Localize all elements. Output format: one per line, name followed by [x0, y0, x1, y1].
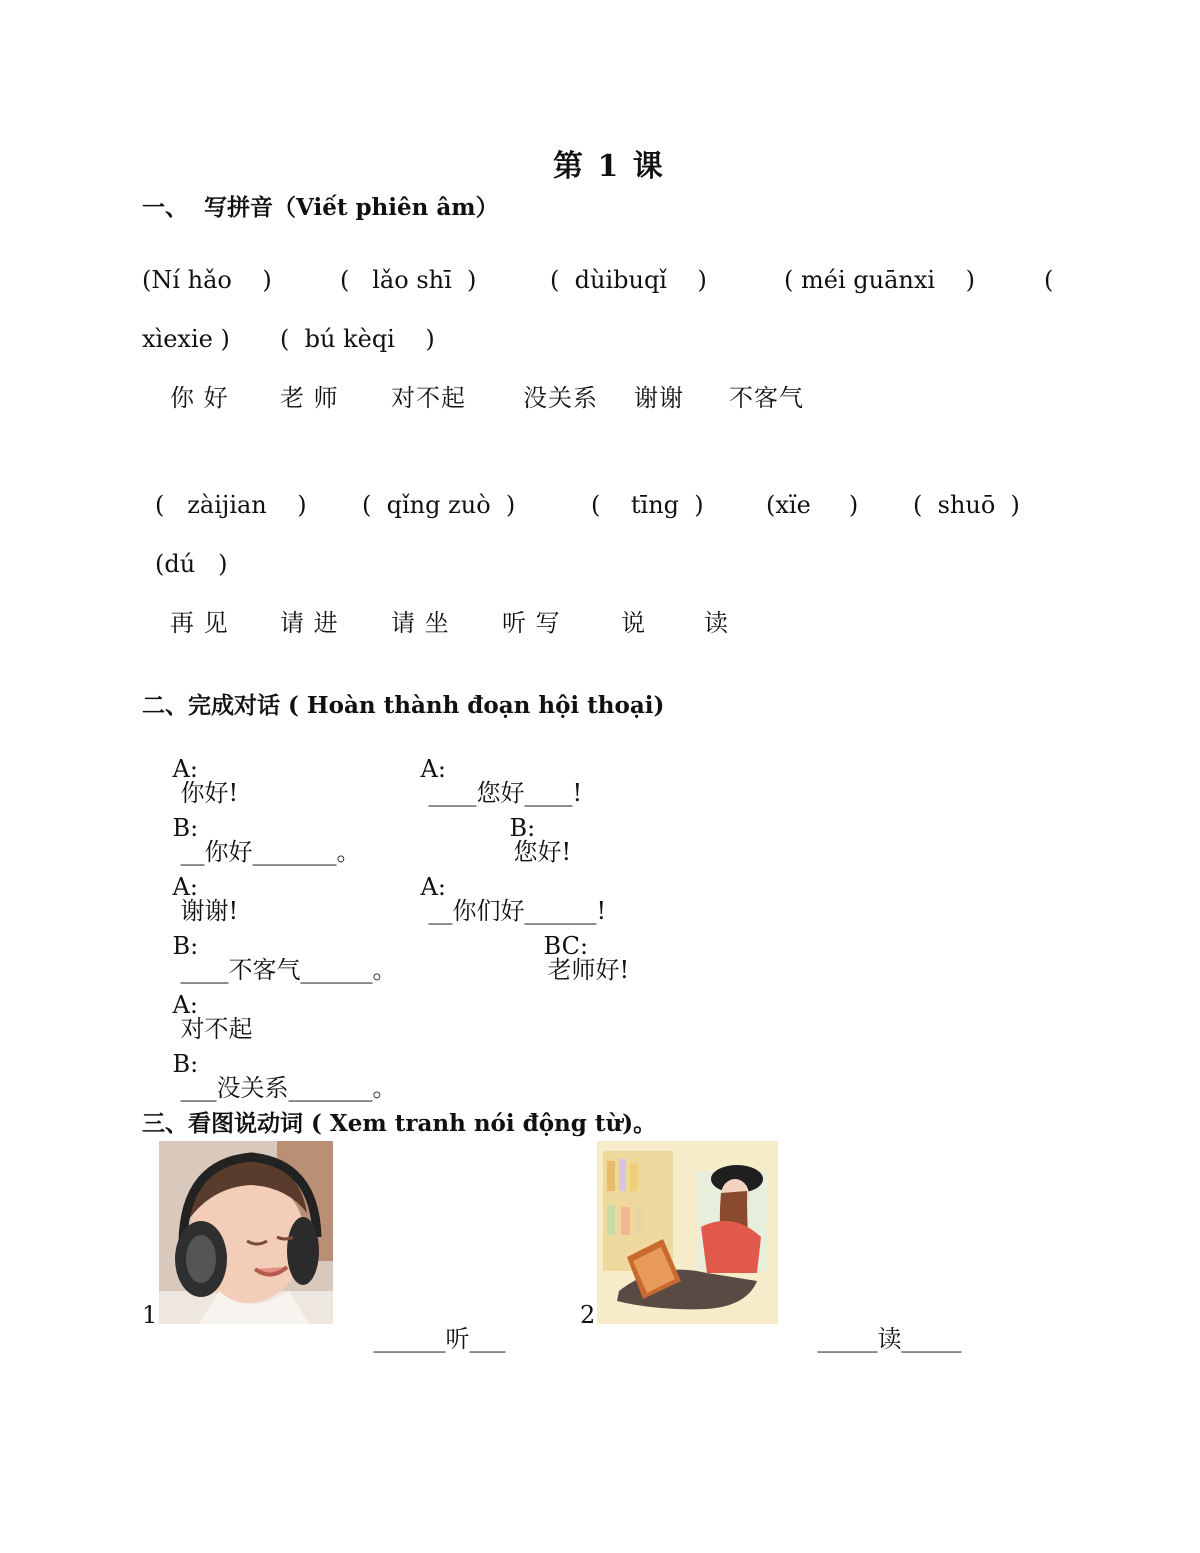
- pinyin-item: ( méi guānxi ): [784, 266, 975, 294]
- dialogue-word: 谢谢!: [180, 897, 239, 925]
- hanzi-item: 请 进: [280, 609, 339, 637]
- blank-after[interactable]: _______。: [252, 838, 361, 866]
- hanzi-item: 老 师: [280, 384, 339, 412]
- verb-word: 读: [877, 1325, 902, 1353]
- speaker: A:: [420, 873, 446, 901]
- blank-before[interactable]: __: [180, 838, 205, 866]
- dialogue-word: 没关系: [216, 1074, 289, 1102]
- blank-after[interactable]: _____: [901, 1325, 962, 1353]
- speaker: B:: [172, 1050, 199, 1078]
- girl-reading-illustration: [597, 1141, 778, 1324]
- pinyin-item: ( tīng ): [591, 491, 704, 519]
- speaker: A:: [172, 873, 198, 901]
- speaker: A:: [420, 755, 446, 783]
- lesson-title: 第 1 课: [553, 149, 665, 184]
- hanzi-item: 对不起: [391, 384, 466, 412]
- pinyin-item: ( bú kèqi ): [280, 325, 435, 353]
- picture-number: 1: [142, 1301, 158, 1329]
- verb-answer-line: [343, 1303, 506, 1375]
- hanzi-item: 读: [704, 609, 729, 637]
- blank-before[interactable]: ___: [180, 1074, 217, 1102]
- dialogue-word: 你们好: [452, 897, 525, 925]
- hanzi-item: 不客气: [729, 384, 804, 412]
- pinyin-item: ( dùibuqǐ ): [550, 266, 707, 294]
- blank-before[interactable]: ____: [428, 779, 477, 807]
- dialogue-word: 对不起: [180, 1015, 253, 1043]
- blank-before[interactable]: ____: [180, 956, 229, 984]
- girl-reading-picture: [597, 1141, 778, 1324]
- dialogue-word: 你好!: [180, 779, 239, 807]
- pinyin-item: xìexie ): [142, 325, 230, 353]
- blank-after[interactable]: ______!: [524, 897, 607, 925]
- picture-number: 2: [580, 1301, 596, 1329]
- section2-heading: 二、完成对话 ( Hoàn thành đoạn hội thoại): [142, 692, 665, 719]
- blank-before[interactable]: ______: [373, 1325, 446, 1353]
- pinyin-item: ( lǎo shī ): [340, 266, 477, 294]
- hanzi-item: 你 好: [170, 384, 229, 412]
- dialogue-word: 您好: [476, 779, 525, 807]
- blank-after[interactable]: _______。: [288, 1074, 397, 1102]
- pinyin-item: (Ní hǎo ): [142, 266, 272, 294]
- pinyin-item: (dú ): [155, 550, 228, 578]
- blank-before[interactable]: _____: [817, 1325, 878, 1353]
- pinyin-item: (xïe ): [766, 491, 859, 519]
- pinyin-item: ( qǐng zuò ): [362, 491, 516, 519]
- dialogue-word: 你好: [204, 838, 253, 866]
- speaker: B:: [172, 814, 199, 842]
- baby-headphones-illustration: [159, 1141, 333, 1324]
- dialogue-word: 您好!: [513, 838, 572, 866]
- hanzi-item: 谢谢: [634, 384, 684, 412]
- pinyin-item: (: [1044, 266, 1054, 294]
- pinyin-item: ( zàijian ): [155, 491, 307, 519]
- speaker: A:: [172, 991, 198, 1019]
- verb-word: 听: [445, 1325, 470, 1353]
- speaker: BC:: [543, 932, 589, 960]
- section3-heading: 三、看图说动词 ( Xem tranh nói động từ)。: [142, 1110, 657, 1137]
- hanzi-item: 再 见: [170, 609, 229, 637]
- hanzi-item: 没关系: [523, 384, 598, 412]
- blank-after[interactable]: ____!: [524, 779, 583, 807]
- dialogue-word: 不客气: [228, 956, 301, 984]
- speaker: A:: [172, 755, 198, 783]
- pinyin-item: ( shuō ): [913, 491, 1020, 519]
- verb-answer-line: [787, 1303, 962, 1375]
- dialogue-word: 老师好!: [547, 956, 630, 984]
- blank-after[interactable]: ______。: [300, 956, 397, 984]
- hanzi-item: 请 坐: [391, 609, 450, 637]
- hanzi-item: 听 写: [502, 609, 561, 637]
- blank-after[interactable]: ___: [469, 1325, 506, 1353]
- dialogue-line: [513, 910, 629, 1006]
- section1-heading: 一、 写拼音（Viết phiên âm）: [142, 194, 499, 221]
- speaker: B:: [172, 932, 199, 960]
- hanzi-item: 说: [621, 609, 646, 637]
- baby-headphones-picture: [159, 1141, 333, 1324]
- blank-before[interactable]: __: [428, 897, 453, 925]
- speaker: B:: [509, 814, 536, 842]
